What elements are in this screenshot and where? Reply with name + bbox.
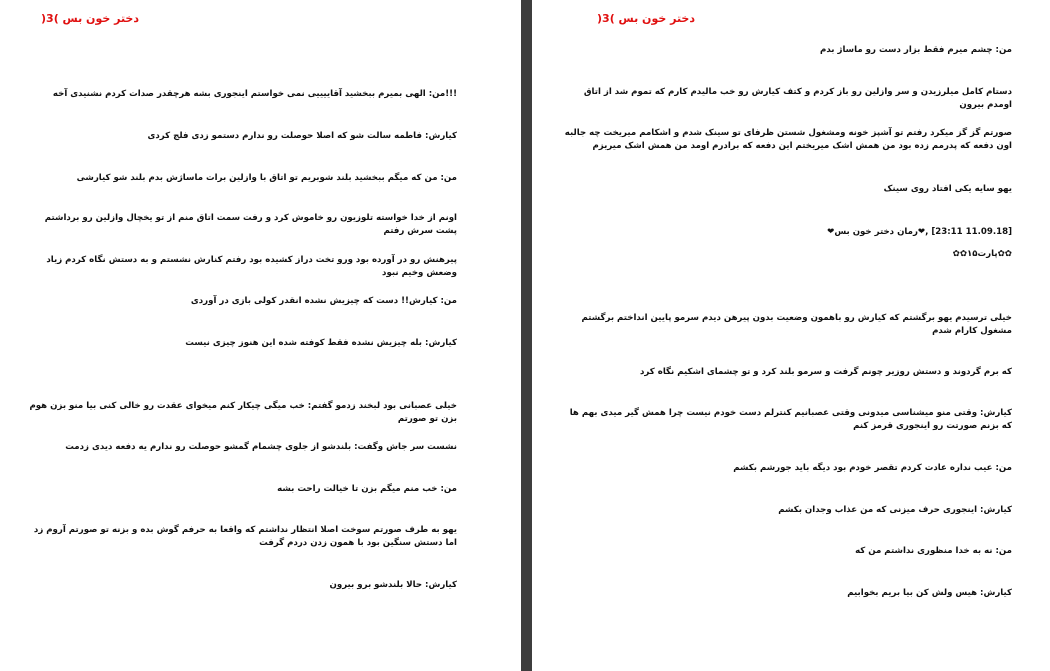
paragraph: من: من که میگم ببخشید بلند شوبریم تو اتاق با وازلین برات ماساژش بدم بلند شو کیارشی [76, 173, 457, 183]
paragraph: کیارش: بله چیزیش نشده فقط کوفته شده این هنوز چیزی نیست [185, 338, 457, 348]
paragraph: کیارش: وقتی منو میشناسی میدونی وقتی عصبانیم کنترلم دست خودم نیست چرا همش گیر میدی بهم ها که بزنم صورتت رو اینجوری قرمز کنم [569, 408, 1012, 431]
paragraph: پیرهنش رو در آورده بود ورو تخت دراز کشیده بود رفتم کنارش نشستم و به دستش نگاه کردم زیاد وضعش وخیم نبود [46, 255, 457, 278]
right-page [532, 0, 1050, 671]
paragraph: من: عیب نداره عادت کردم تقصر خودم بود دیگه باید جورشم بکشم [733, 463, 1012, 473]
paragraph: که برم گردوند و دستش روزیر چونم گرفت و سرمو بلند کرد و تو چشمای اشکیم نگاه کرد [640, 367, 1012, 377]
paragraph: کیارش: حالا بلندشو برو بیرون [329, 580, 457, 590]
paragraph: [11.09.18 23:11] ,❤رمان دختر خون بس❤ [827, 227, 1012, 237]
paragraph: صورتم گز گز میکرد رفتم تو آشپز خونه ومشغول شستن ظرفای تو سینک شدم و اشکامم میریخت چه جالبه اون دفعه که پدرمم زده بود من همش اشک میریختم این دفعه که برادرم اومد من همش اشک میریزم [564, 128, 1012, 151]
paragraph: من: خب منم میگم بزن تا خیالت راحت بشه [277, 484, 457, 494]
paragraph: دستام کامل میلرزیدن و سر وازلین رو باز کردم و کتف کیارش رو خب مالیدم کارم که تموم شد از اتاق اومدم بیرون [583, 87, 1012, 110]
page-title: دختر خون بس )3( [41, 12, 140, 25]
page-divider [521, 0, 532, 671]
paragraph: من: کیارش!! دست که چیزیش نشده انقدر کولی بازی در آوردی [190, 296, 457, 306]
paragraph: خیلی عصبانی بود لبخند زدمو گفتم: خب میگی چیکار کنم میخوای عقدت رو خالی کنی بیا منو بزن هوم بزن تو صورتم [29, 401, 457, 424]
paragraph: من: نه به خدا منظوری نداشتم من که [855, 546, 1012, 556]
paragraph: خیلی ترسیدم یهو برگشتم که کیارش رو باهمون وضعیت بدون پیرهن دیدم سرمو پایین انداختم برگشتم مشغول کارام شدم [581, 313, 1012, 336]
paragraph: یهو به طرف صورتم سوخت اصلا انتظار نداشتم که واقعا به حرفم گوش بده و بزنه تو صورتم آروم زد اما دستش سنگین بود با همون زدن دردم گرفت [33, 525, 457, 548]
paragraph: کیارش: اینجوری حرف میزنی که من عذاب وجدان بکشم [778, 505, 1012, 515]
paragraph: اونم از خدا خواسته تلوزیون رو خاموش کرد و رفت سمت اتاق منم از تو یخچال وازلین رو برداشتم پشت سرش رفتم [44, 213, 457, 236]
paragraph: ✿✿پارت۱۵✿✿ [952, 249, 1012, 259]
paragraph: کیارش: فاطمه سالت شو که اصلا حوصلت رو ندارم دستمو زدی فلج کردی [147, 131, 457, 141]
paragraph: نشست سر جاش وگفت: بلندشو از جلوی چشمام گمشو حوصلت رو ندارم یه دفعه دیدی زدمت [65, 442, 457, 452]
page-title: دختر خون بس )3( [597, 12, 696, 25]
left-page [0, 0, 521, 671]
paragraph: !!!من: الهی بمیرم ببخشید آقاییییی نمی خواستم اینجوری بشه هرچقدر صدات کردم نشنیدی آخه [52, 89, 457, 99]
paragraph: من: چشم میرم فقط بزار دست رو ماساژ بدم [820, 45, 1012, 55]
paragraph: کیارش: هیس ولش کن بیا بریم بخوابیم [847, 588, 1012, 598]
paragraph: یهو سایه یکی افتاد روی سینک [883, 184, 1012, 194]
